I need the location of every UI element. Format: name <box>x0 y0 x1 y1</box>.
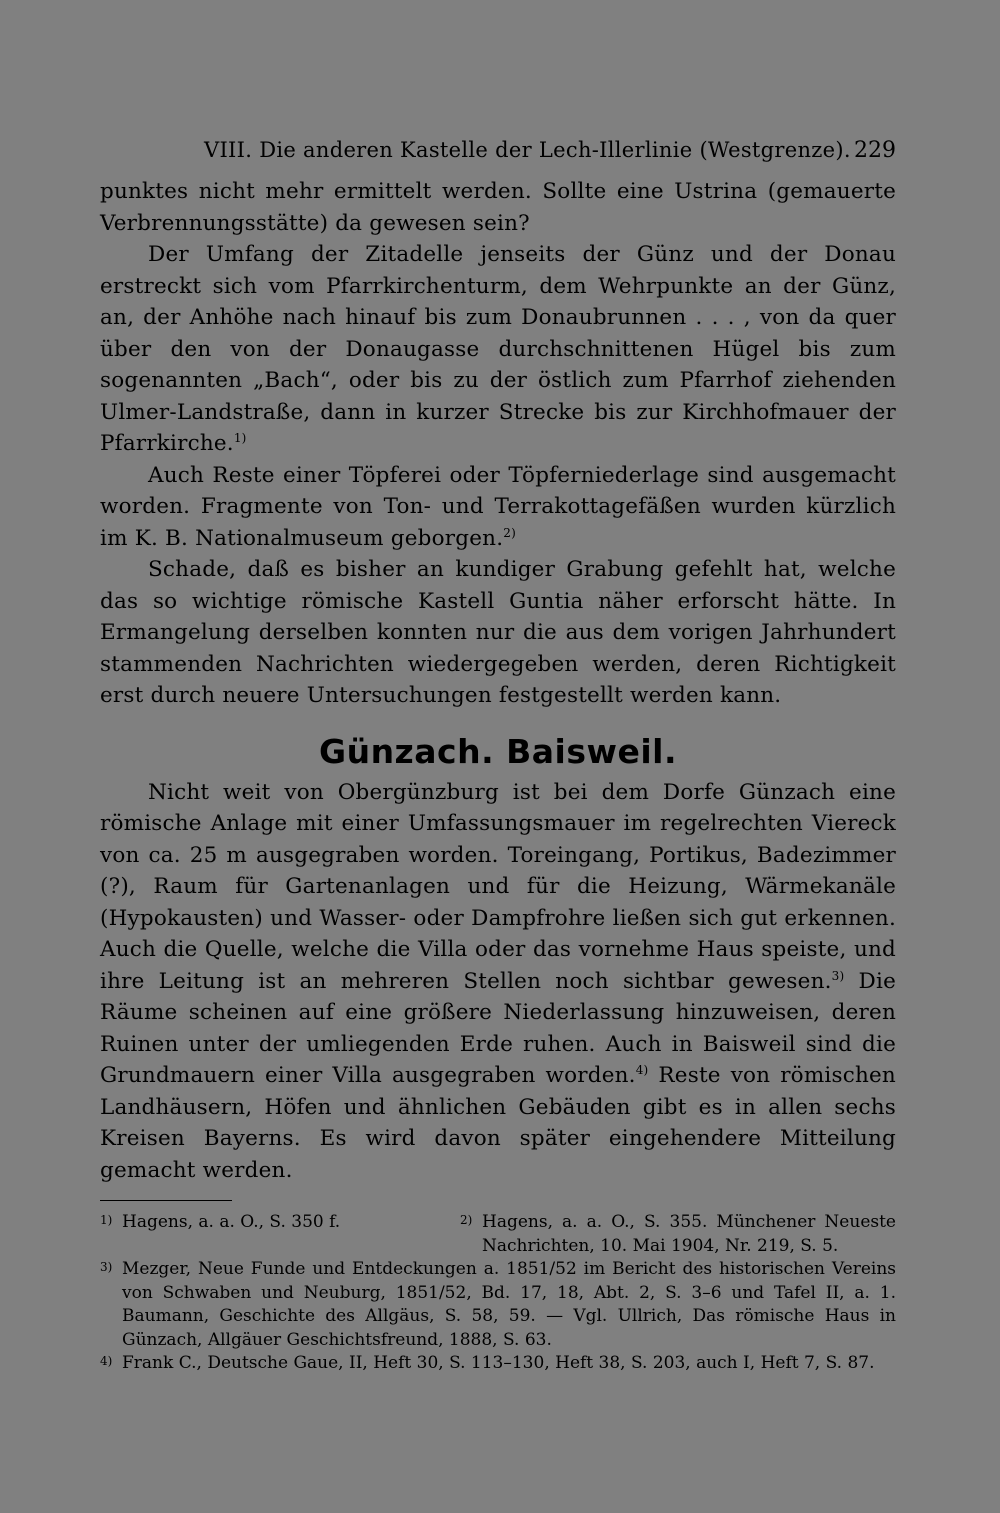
footnote-4-mark: 4) <box>100 1354 113 1368</box>
footnote-3 <box>100 1258 896 1352</box>
section-paragraph <box>100 777 896 1187</box>
paragraph-2 <box>100 239 896 460</box>
footnote-1-text: Hagens, a. a. O., S. 350 f. <box>122 1212 341 1232</box>
running-head: VIII. Die anderen Kastelle der Lech-Illerlinie (Westgrenze). <box>204 138 851 162</box>
footnote-ref-2: 2) <box>503 525 516 540</box>
paragraph-4-text: Schade, daß es bisher an kundiger Grabung gefehlt hat, welche das so wichtige römische Kastell Guntia näher erforscht hätte. In Ermangelung derselben konnten nur die aus dem vorigen Jahrhundert stammenden Nachrichten wiedergegeben werden, deren Richtigkeit erst durch neuere Untersuchungen festgestellt werden kann. <box>100 557 896 708</box>
paragraph-1 <box>100 176 896 239</box>
section-paragraph-part-c: Reste von römischen Landhäusern, Höfen und ähnlichen Gebäuden gibt es in allen sechs Kreisen Bayerns. Es wird davon später eingehendere Mitteilung gemacht werden. <box>100 1063 896 1183</box>
footnote-3-mark: 3) <box>100 1260 113 1274</box>
page-number: 229 <box>854 138 896 163</box>
paragraph-2-text: Der Umfang der Zitadelle jenseits der Günz und der Donau erstreckt sich vom Pfarrkirchenturm, dem Wehrpunkte an der Günz, an, der Anhöhe nach hinauf bis zum Donaubrunnen . . . , von da quer über den von der Donaugasse durchschnittenen Hügel bis zum sogenannten „Bach“, oder bis zu der östlich zum Pfarrhof ziehenden Ulmer-Landstraße, dann in kurzer Strecke bis zur Kirchhofmauer der Pfarrkirche. <box>100 242 896 456</box>
footnote-1 <box>100 1211 460 1258</box>
footnote-3-text: Mezger, Neue Funde und Entdeckungen a. 1851/52 im Bericht des historischen Vereins von Schwaben und Neuburg, 1851/52, Bd. 17, 18, Abt. 2, S. 3–6 und Tafel II, a. 1. Baumann, Geschichte des Allgäus, S. 58, 59. — Vgl. Ullrich, Das römische Haus in Günzach, Allgäuer Geschichtsfreund, 1888, S. 63. <box>122 1259 896 1350</box>
paragraph-3-text: Auch Reste einer Töpferei oder Töpferniederlage sind ausgemacht worden. Fragmente von Ton- und Terrakottagefäßen wurden kürzlich im K. B. Nationalmuseum geborgen. <box>100 462 896 551</box>
footnote-ref-4: 4) <box>635 1062 649 1077</box>
footnote-2-text: Hagens, a. a. O., S. 355. Münchener Neueste Nachrichten, 10. Mai 1904, Nr. 219, S. 5. <box>482 1212 896 1256</box>
footnote-2 <box>460 1211 896 1258</box>
paragraph-3 <box>100 460 896 555</box>
footnote-ref-1: 1) <box>233 430 247 445</box>
book-page <box>100 138 896 1376</box>
footnote-1-mark: 1) <box>100 1213 113 1227</box>
section-paragraph-part-b: Die Räume scheinen auf eine größere Niederlassung hinzuweisen, deren Ruinen unter der umliegenden Erde ruhen. Auch in Baisweil sind die Grundmauern einer Villa ausgegraben worden. <box>100 968 896 1088</box>
page-header <box>100 138 896 176</box>
footnote-4 <box>100 1352 896 1376</box>
footnote-ref-3: 3) <box>831 968 845 983</box>
paragraph-1-text: punktes nicht mehr ermittelt werden. Sollte eine Ustrina (gemauerte Verbrennungsstätte) da gewesen sein? <box>100 179 896 236</box>
footnotes <box>100 1211 896 1376</box>
paragraph-4 <box>100 554 896 712</box>
footnote-divider <box>100 1200 232 1201</box>
section-heading: Günzach. Baisweil. <box>318 731 678 771</box>
footnote-row-1-2 <box>100 1211 896 1258</box>
footnote-2-mark: 2) <box>460 1213 473 1227</box>
section-paragraph-part-a: Nicht weit von Obergünzburg ist bei dem Dorfe Günzach eine römische Anlage mit einer Umfassungsmauer im regelrechten Viereck von ca. 25 m ausgegraben worden. Toreingang, Portikus, Badezimmer (?), Raum für Gartenanlagen und für die Heizung, Wärmekanäle (Hypokausten) und Wasser- oder Dampfrohre ließen sich gut erkennen. Auch die Quelle, welche die Villa oder das vornehme Haus speiste, und ihre Leitung ist an mehreren Stellen noch sichtbar gewesen. <box>100 779 896 994</box>
footnote-4-text: Frank C., Deutsche Gaue, II, Heft 30, S. 113–130, Heft 38, S. 203, auch I, Heft 7, S. 87. <box>122 1353 875 1373</box>
